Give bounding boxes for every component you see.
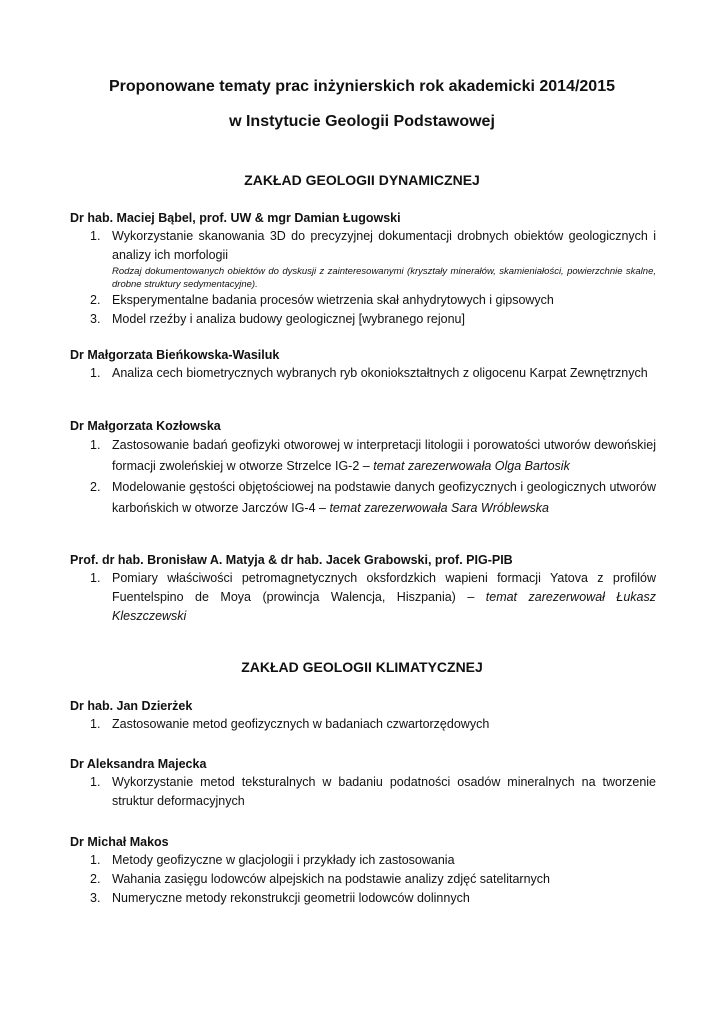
topic-item <box>70 227 656 291</box>
topic-number: 1. <box>90 717 101 731</box>
topic-item <box>70 870 656 889</box>
topic-item <box>70 889 656 908</box>
topic-number: 1. <box>90 571 101 585</box>
topic-text: Wahania zasięgu lodowców alpejskich na podstawie analizy zdjęć satelitarnych <box>112 872 550 886</box>
topic-reservation: temat zarezerwowała Sara Wróblewska <box>329 501 549 515</box>
topic-number: 2. <box>90 872 101 886</box>
topic-list <box>70 435 656 519</box>
supervisor-name: Dr Aleksandra Majecka <box>70 757 207 771</box>
document-subtitle: w Instytucie Geologii Podstawowej <box>229 113 495 130</box>
topic-list <box>70 773 656 811</box>
supervisor-section <box>70 419 656 519</box>
supervisor-section <box>70 348 656 383</box>
topic-text: Eksperymentalne badania procesów wietrzenia skał anhydrytowych i gipsowych <box>112 293 554 307</box>
topic-list <box>70 364 656 383</box>
supervisor-section <box>70 757 656 811</box>
topic-text: Pomiary właściwości petromagnetycznych oksfordzkich wapieni formacji Yatova z profilów Fuentelspino de Moya (prowincja Walencja, Hiszpania) – <box>112 571 656 604</box>
topic-text: Wykorzystanie skanowania 3D do precyzyjnej dokumentacji drobnych obiektów geologicznych i analizy ich morfologii <box>112 229 656 262</box>
topic-number: 1. <box>90 366 101 380</box>
topic-item <box>70 364 656 383</box>
supervisor-name: Dr Małgorzata Kozłowska <box>70 419 221 433</box>
topic-list <box>70 569 656 626</box>
topic-list <box>70 715 656 734</box>
topic-item <box>70 851 656 870</box>
topic-text: Analiza cech biometrycznych wybranych ryb okoniokształtnych z oligocenu Karpat Zewnętrznych <box>112 366 648 380</box>
topic-number: 1. <box>90 775 101 789</box>
department-heading: ZAKŁAD GEOLOGII DYNAMICZNEJ <box>244 172 480 188</box>
topic-number: 2. <box>90 293 101 307</box>
topic-text: Numeryczne metody rekonstrukcji geometrii lodowców dolinnych <box>112 891 470 905</box>
topic-number: 1. <box>90 229 101 243</box>
topic-item <box>70 310 656 329</box>
topic-item <box>70 291 656 310</box>
topic-number: 3. <box>90 312 101 326</box>
supervisor-name: Prof. dr hab. Bronisław A. Matyja & dr hab. Jacek Grabowski, prof. PIG-PIB <box>70 553 513 567</box>
supervisor-section <box>70 699 656 734</box>
topic-reservation: temat zarezerwowała Olga Bartosik <box>373 459 570 473</box>
topic-number: 1. <box>90 853 101 867</box>
topic-text: Wykorzystanie metod teksturalnych w badaniu podatności osadów mineralnych na tworzenie struktur deformacyjnych <box>112 775 656 808</box>
supervisor-section <box>70 553 656 626</box>
topic-reservation: temat zarezerwował Łukasz Kleszczewski <box>112 590 656 623</box>
topic-number: 3. <box>90 891 101 905</box>
topic-text: Zastosowanie badań geofizyki otworowej w interpretacji litologii i porowatości utworów dewońskiej formacji zwoleńskiej w otworze Strzelce IG-2 – <box>112 438 656 473</box>
topic-text: Model rzeźby i analiza budowy geologicznej [wybranego rejonu] <box>112 312 465 326</box>
supervisor-name: Dr Małgorzata Bieńkowska-Wasiluk <box>70 348 280 362</box>
topic-list <box>70 227 656 329</box>
topic-item <box>70 715 656 734</box>
department-heading: ZAKŁAD GEOLOGII KLIMATYCZNEJ <box>241 659 483 675</box>
supervisor-section <box>70 835 656 908</box>
topic-text: Zastosowanie metod geofizycznych w badaniach czwartorzędowych <box>112 717 490 731</box>
supervisor-section <box>70 211 656 329</box>
supervisor-name: Dr hab. Maciej Bąbel, prof. UW & mgr Damian Ługowski <box>70 211 401 225</box>
topic-note: Rodzaj dokumentowanych obiektów do dyskusji z zainteresowanymi (kryształy minerałów, skamieniałości, powierzchnie skalne, drobne struktury sedymentacyjne). <box>112 266 656 290</box>
topic-item <box>70 773 656 811</box>
supervisor-name: Dr Michał Makos <box>70 835 169 849</box>
document-title: Proponowane tematy prac inżynierskich rok akademicki 2014/2015 <box>108 78 615 95</box>
topic-item <box>70 477 656 519</box>
supervisor-name: Dr hab. Jan Dzierżek <box>70 699 193 713</box>
topic-text: Metody geofizyczne w glacjologii i przykłady ich zastosowania <box>112 853 455 867</box>
topic-item <box>70 569 656 626</box>
topic-number: 2. <box>90 480 101 494</box>
topic-number: 1. <box>90 438 101 452</box>
topic-text: Modelowanie gęstości objętościowej na podstawie danych geofizycznych i geologicznych utworów karbońskich w otworze Jarczów IG-4 – <box>112 480 656 515</box>
topic-list <box>70 851 656 908</box>
topic-item <box>70 435 656 477</box>
